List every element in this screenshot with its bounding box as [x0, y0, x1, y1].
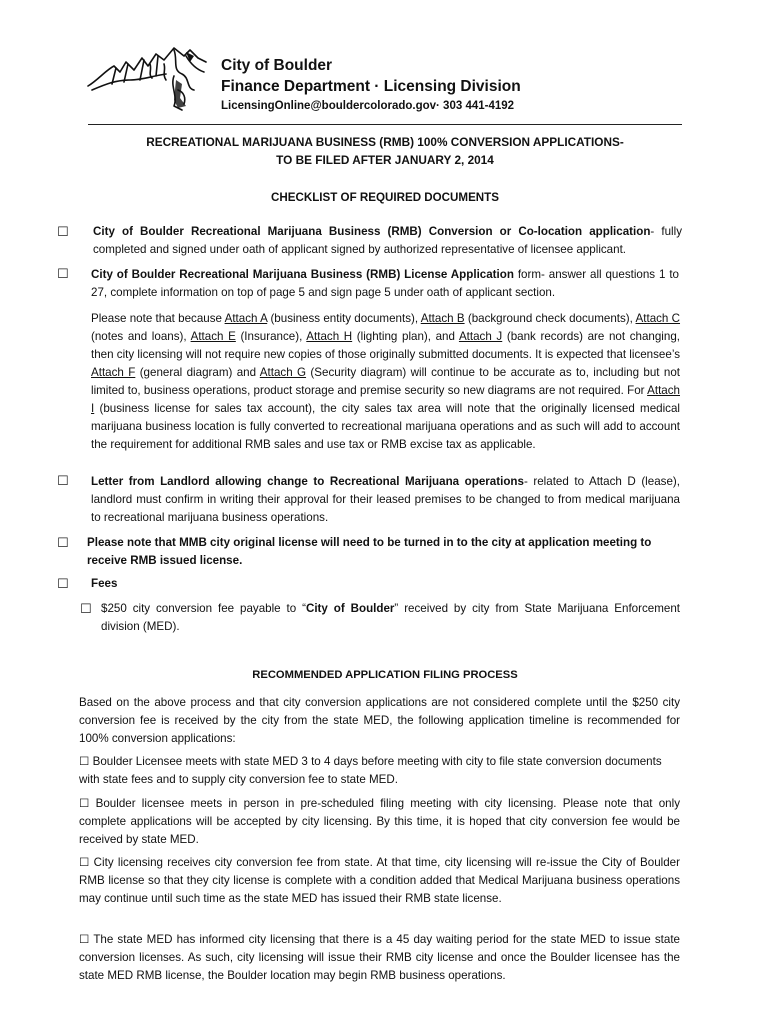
- step-3-text: City licensing receives city conversion fee from state. At that time, city licensing will re-issue the City of Boulder RMB license so that they city license is complete with a condition added that Medical Marijuana business operations may continue until such time as the state MED has issued their RMB state license.: [79, 856, 680, 905]
- item-conversion-bold: City of Boulder Recreational Marijuana Business (RMB) Conversion or Co-location application: [93, 225, 651, 238]
- document-title-line-2: TO BE FILED AFTER JANUARY 2, 2014: [276, 153, 494, 167]
- checklist-title: CHECKLIST OF REQUIRED DOCUMENTS: [270, 191, 499, 204]
- note-text: (Security diagram) will continue to be accurate as to, including but not limited to, business operations, product storage and premise security so new diagrams are not required. For: [91, 366, 681, 397]
- city-of-boulder-logo: [86, 40, 216, 114]
- recommended-process-title: RECOMMENDED APPLICATION FILING PROCESS: [252, 669, 518, 681]
- contact-info: LicensingOnline@bouldercolorado.gov· 303 441-4192: [221, 100, 515, 112]
- fees-label: Fees: [91, 577, 118, 590]
- header-block: [221, 55, 521, 115]
- checkbox-conversion-fee[interactable]: ☐: [80, 602, 92, 617]
- item-license-text: form- answer all questions 1 to 27, complete information on top of page 5 and sign page 5 under oath of applicant section.: [91, 268, 679, 299]
- attach-j-link: Attach J: [458, 330, 503, 343]
- attach-g-link: Attach G: [259, 366, 307, 379]
- process-step-4: [79, 931, 680, 985]
- step-1-text: Boulder Licensee meets with state MED 3 to 4 days before meeting with city to file state conversion documents with state fees and to supply city conversion fee to state MED.: [79, 755, 662, 786]
- checkbox-license-application[interactable]: ☐: [57, 267, 69, 282]
- attach-e-link: Attach E: [190, 330, 236, 343]
- attach-f-link: Attach F: [91, 366, 136, 379]
- item-conversion-fee: [101, 600, 680, 636]
- checkbox-fees[interactable]: ☐: [57, 577, 69, 592]
- attach-b-link: Attach B: [420, 312, 465, 325]
- item-landlord-text: - related to Attach D (lease), landlord must confirm in writing their approval for their leased premises to be changed to from medical marijuana to recreational marijuana business operations.: [91, 475, 680, 524]
- process-step-2: [79, 795, 680, 849]
- item-conversion-text: - fully completed and signed under oath of applicant signed by authorized representative of licensee applicant.: [93, 225, 682, 256]
- checkbox-step-2[interactable]: ☐: [79, 797, 90, 810]
- item-landlord-bold: Letter from Landlord allowing change to Recreational Marijuana operations: [91, 475, 524, 488]
- checkbox-step-3[interactable]: ☐: [79, 856, 90, 869]
- checkbox-step-4[interactable]: ☐: [79, 933, 90, 946]
- note-text: (lighting plan), and: [352, 330, 459, 343]
- item-license-bold: City of Boulder Recreational Marijuana Business (RMB) License Application: [91, 268, 514, 281]
- item-mmb-bold: Please note that MMB city original license will need to be turned in to the city at application meeting to receive RMB issued license.: [87, 536, 652, 567]
- org-name: City of Boulder: [221, 57, 333, 74]
- item-mmb-license: [87, 534, 693, 570]
- process-intro: Based on the above process and that city conversion applications are not considered complete until the $250 city conversion fee is received by the city from the state MED, the following application timeline is recommended for 100% conversion applications:: [79, 696, 680, 745]
- note-text: (business entity documents),: [267, 312, 421, 325]
- item-landlord-letter: [91, 473, 680, 527]
- document-title-line-1: RECREATIONAL MARIJUANA BUSINESS (RMB) 100% CONVERSION APPLICATIONS-: [146, 135, 624, 149]
- attach-h-link: Attach H: [306, 330, 353, 343]
- step-2-text: Boulder licensee meets in person in pre-scheduled filing meeting with city licensing. Please note that only complete applications will be accepted by city licensing. By this time, it is hoped that city conversion fee would be received by state MED.: [79, 797, 680, 846]
- checkbox-landlord-letter[interactable]: ☐: [57, 474, 69, 489]
- fee-text: ” received by city from State Marijuana Enforcement division (MED).: [101, 602, 680, 633]
- process-step-3: [79, 854, 680, 908]
- attach-c-link: Attach C: [635, 312, 681, 325]
- item-conversion-application: [93, 223, 682, 259]
- checkbox-step-1[interactable]: ☐: [79, 755, 90, 768]
- note-text: (Insurance),: [235, 330, 307, 343]
- item-fees: [91, 575, 291, 593]
- item-license-application: [91, 266, 679, 302]
- checkbox-mmb-license[interactable]: ☐: [57, 536, 69, 551]
- department-name: Finance Department · Licensing Division: [221, 78, 521, 95]
- note-text: (general diagram) and: [135, 366, 260, 379]
- checkbox-conversion-application[interactable]: ☐: [57, 225, 69, 240]
- note-text: (bank records) are not changing, then city licensing will not require new copies of those originally submitted documents. It is expected that licensee’s: [91, 330, 681, 361]
- attach-a-link: Attach A: [224, 312, 268, 325]
- fee-payee: City of Boulder: [305, 602, 395, 615]
- header-divider: [88, 124, 682, 125]
- process-step-1: [79, 753, 680, 789]
- note-text: (business license for sales tax account), the city sales tax area will note that the originally licensed medical marijuana business location is fully converted to recreational marijuana operations and as such will add to account the requirement for additional RMB sales and use tax or RMB excise tax as applicable.: [91, 402, 680, 451]
- note-text: Please note that because: [91, 312, 225, 325]
- step-4-text: The state MED has informed city licensing that there is a 45 day waiting period for the state MED to issue state conversion licenses. As such, city licensing will issue their RMB city license and once the Boulder licensee has the state MED RMB license, the Boulder location may begin RMB business operations.: [79, 933, 680, 982]
- attach-i-link: Attach I: [91, 384, 680, 415]
- fee-text: $250 city conversion fee payable to “: [101, 602, 306, 615]
- note-text: (background check documents),: [464, 312, 636, 325]
- note-text: (notes and loans),: [91, 330, 191, 343]
- attachments-note: [91, 310, 680, 454]
